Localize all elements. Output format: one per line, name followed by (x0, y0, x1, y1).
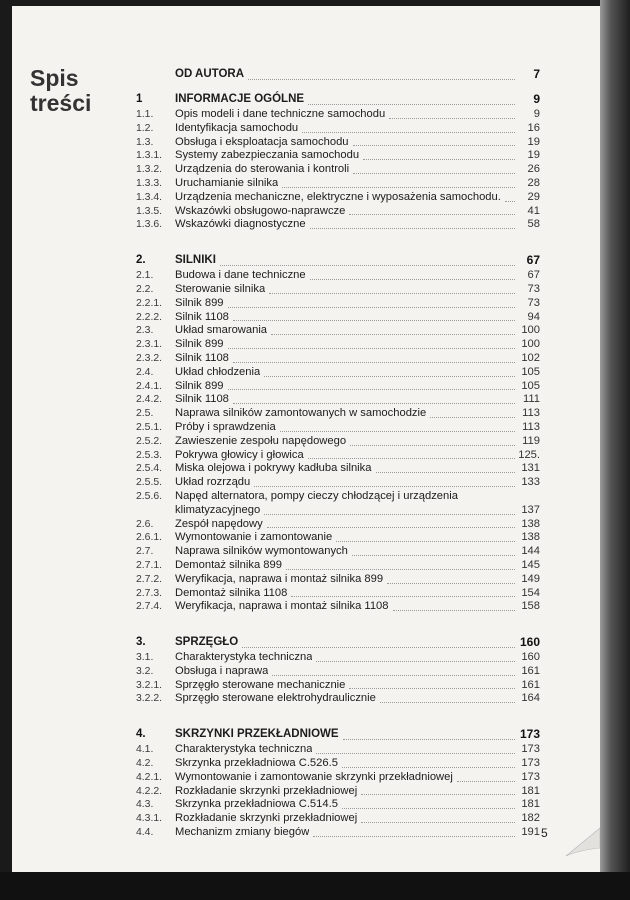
entry-page: 181 (521, 798, 540, 811)
entry-page: 149 (521, 572, 540, 585)
entry-page: 138 (521, 517, 540, 530)
entry-page: 145 (521, 558, 540, 571)
entry-title: Charakterystyka techniczna (175, 743, 313, 756)
entry-number: 2.3.1. (136, 339, 162, 351)
entry-page: 173 (521, 757, 540, 770)
entry-page: 19 (527, 135, 540, 148)
entry-number: 2.5.3. (136, 449, 162, 461)
entry-number: 2.5.2. (136, 435, 162, 447)
entry-number: 2.7.4. (136, 601, 162, 613)
toc-entry (136, 108, 540, 122)
entry-number: 2.7.1. (136, 559, 162, 571)
entry-page: 7 (533, 67, 540, 81)
page-number: 5 (541, 826, 548, 840)
entry-title: Silnik 899 (175, 296, 224, 309)
entry-number: 1.2. (136, 122, 154, 134)
dot-leader (361, 821, 515, 823)
entry-number: 2.3. (136, 325, 154, 337)
dot-leader (264, 375, 515, 377)
entry-title: Charakterystyka techniczna (175, 651, 313, 664)
entry-page: 94 (527, 310, 540, 323)
entry-page: 67 (526, 253, 540, 268)
dot-leader (310, 227, 515, 229)
entry-title: Budowa i dane techniczne (175, 269, 306, 282)
toc-entry (136, 559, 540, 573)
entry-number: 2.2.1. (136, 297, 162, 309)
entry-title: Skrzynka przekładniowa C.514.5 (175, 798, 338, 811)
entry-page: 19 (527, 149, 540, 162)
dot-leader (269, 292, 515, 294)
entry-page: 119 (522, 434, 540, 447)
dot-leader (457, 780, 515, 782)
dot-leader (264, 513, 515, 515)
entry-title: klimatyzacyjnego (175, 503, 261, 516)
entry-title: Zespół napędowy (175, 517, 263, 530)
dot-leader (233, 319, 515, 321)
entry-page: 173 (519, 727, 540, 742)
entry-number: 1.1. (136, 109, 154, 120)
entry-title: Naprawa silników wymontowanych (175, 545, 348, 558)
toc-entry (136, 692, 540, 706)
entry-number: 2.7.3. (136, 587, 162, 599)
dot-leader (389, 117, 515, 119)
contents-heading-line-1: Spis (30, 65, 79, 91)
entry-title: Układ smarowania (175, 324, 268, 337)
dot-leader (353, 144, 515, 146)
dot-leader (316, 660, 515, 662)
toc-entry (136, 311, 540, 325)
dot-leader (343, 738, 515, 740)
dot-leader (387, 582, 515, 584)
toc-entry (136, 283, 540, 297)
entry-number: 2.2.2. (136, 311, 162, 323)
entry-page: 105 (521, 379, 540, 392)
entry-page: 102 (521, 351, 540, 364)
entry-number: 2. (136, 254, 146, 267)
dot-leader (350, 444, 515, 446)
entry-page: 73 (527, 296, 540, 309)
entry-page: 160 (519, 635, 540, 650)
dot-leader (349, 213, 515, 215)
page-corner-curl (560, 820, 600, 860)
entry-title: OD AUTORA (175, 68, 244, 80)
entry-title: Weryfikacja, naprawa i montaż silnika 899 (175, 572, 384, 585)
entry-title: Naprawa silników zamontowanych w samochodzie (175, 407, 427, 420)
entry-page: 113 (522, 407, 540, 420)
toc-entry (136, 191, 540, 205)
entry-page: 164 (521, 692, 540, 705)
toc-entry (136, 518, 540, 532)
entry-page: 113 (522, 420, 540, 433)
toc-entry (136, 771, 540, 785)
entry-number: 4.2.1. (136, 771, 162, 783)
entry-title: Próby i sprawdzenia (175, 420, 276, 433)
toc-entry (136, 205, 540, 219)
dot-leader (430, 416, 515, 418)
entry-page: 160 (521, 651, 540, 664)
dot-leader (310, 278, 515, 280)
dot-leader (342, 766, 515, 768)
toc-entry (136, 785, 540, 799)
entry-page: 191 (521, 826, 540, 839)
toc-entry (136, 136, 540, 150)
dot-leader (233, 402, 515, 404)
entry-title: Wskazówki obsługowo-naprawcze (175, 204, 346, 217)
entry-number: 2.5.5. (136, 477, 162, 489)
entry-title: Urządzenia do sterowania i kontroli (175, 163, 350, 176)
entry-title: Uruchamianie silnika (175, 176, 279, 189)
entry-page: 100 (521, 338, 540, 351)
entry-title: Sterowanie silnika (175, 282, 266, 295)
entry-title: Silnik 899 (175, 379, 224, 392)
toc-entry (136, 476, 540, 490)
entry-number: 2.4. (136, 366, 154, 378)
entry-number: 4.1. (136, 744, 154, 756)
dot-leader (313, 835, 515, 837)
toc-entry (136, 504, 540, 518)
entry-title: Rozkładanie skrzynki przekładniowej (175, 812, 358, 825)
toc-entry (136, 177, 540, 191)
dot-leader (376, 471, 516, 473)
entry-number: 3.2.1. (136, 679, 162, 691)
page-edge-shadow (600, 0, 630, 900)
dot-leader (272, 674, 515, 676)
entry-number: 2.5.1. (136, 421, 162, 433)
entry-title: Demontaż silnika 1108 (175, 586, 288, 599)
dot-leader (291, 595, 515, 597)
entry-page: 111 (522, 393, 540, 406)
entry-number: 1.3.6. (136, 219, 162, 231)
entry-number: 2.6.1. (136, 532, 162, 544)
entry-number: 3.2. (136, 665, 154, 677)
dot-leader (271, 333, 515, 335)
entry-page: 9 (533, 108, 540, 120)
entry-page: 125. (518, 448, 540, 461)
toc-entry (136, 366, 540, 380)
entry-title: Skrzynka przekładniowa C.526.5 (175, 757, 338, 770)
entry-title: Sprzęgło sterowane elektrohydraulicznie (175, 692, 376, 705)
toc-entry (136, 435, 540, 449)
entry-number: 3.1. (136, 652, 154, 664)
dot-leader (316, 752, 515, 754)
toc-entry (136, 665, 540, 679)
dot-leader (349, 687, 515, 689)
entry-title: SKRZYNKI PRZEKŁADNIOWE (175, 728, 339, 741)
toc-entry (136, 407, 540, 421)
dot-leader (380, 701, 515, 703)
dot-leader (361, 793, 515, 795)
chapter-entry (136, 726, 540, 743)
entry-number: 1.3.2. (136, 164, 162, 176)
entry-title: Miska olejowa i pokrywy kadłuba silnika (175, 462, 372, 475)
toc-entry (136, 393, 540, 407)
entry-number: 2.1. (136, 270, 154, 282)
dot-leader (267, 526, 515, 528)
entry-title: Napęd alternatora, pompy cieczy chłodzącej i urządzenia (175, 489, 458, 502)
chapter-entry (136, 252, 540, 269)
dot-leader (286, 568, 515, 570)
entry-page: 144 (521, 545, 540, 558)
dot-leader (280, 430, 515, 432)
entry-title: Weryfikacja, naprawa i montaż silnika 1108 (175, 600, 389, 613)
entry-title: SPRZĘGŁO (175, 636, 239, 649)
entry-title: Obsługa i naprawa (175, 664, 269, 677)
entry-number: 2.7. (136, 546, 154, 558)
toc-entry (136, 297, 540, 311)
toc-entry (136, 798, 540, 812)
dot-leader (248, 78, 515, 80)
entry-title: Urządzenia mechaniczne, elektryczne i wyposażenia samochodu. (175, 190, 501, 203)
entry-page: 9 (533, 92, 540, 106)
dot-leader (505, 200, 515, 202)
dot-leader (363, 158, 515, 160)
toc-entry (136, 573, 540, 587)
entry-title: Demontaż silnika 899 (175, 558, 282, 571)
entry-page: 181 (521, 784, 540, 797)
entry-page: 67 (527, 269, 540, 282)
entry-number: 4.3.1. (136, 813, 162, 825)
entry-page: 173 (521, 770, 540, 783)
dot-leader (302, 131, 515, 133)
entry-title: Identyfikacja samochodu (175, 121, 299, 134)
entry-page: 58 (527, 218, 540, 231)
entry-number: 3. (136, 636, 146, 649)
dot-leader (242, 646, 515, 648)
entry-number: 1.3.5. (136, 205, 162, 217)
toc-entry (136, 324, 540, 338)
toc-entry (136, 587, 540, 601)
entry-title: Opis modeli i dane techniczne samochodu (175, 108, 386, 120)
entry-number: 2.4.2. (136, 394, 162, 406)
entry-number: 4. (136, 728, 146, 741)
entry-number: 3.2.2. (136, 693, 162, 705)
entry-page: 29 (527, 190, 540, 203)
toc-entry (136, 545, 540, 559)
contents-heading-line-2: treści (30, 90, 92, 116)
contents-heading (30, 66, 91, 116)
entry-page: 182 (521, 812, 540, 825)
entry-number: 2.4.1. (136, 380, 162, 392)
entry-page: 154 (521, 586, 540, 599)
entry-number: 4.2.2. (136, 785, 162, 797)
toc-entry (136, 269, 540, 283)
entry-title: Silnik 899 (175, 338, 224, 351)
toc-entry (136, 163, 540, 177)
dot-leader (228, 347, 515, 349)
toc-entry (136, 462, 540, 476)
entry-title: Silnik 1108 (175, 310, 229, 323)
entry-page: 161 (521, 678, 540, 691)
toc-entry (136, 149, 540, 163)
entry-title: Silnik 1108 (175, 351, 229, 364)
entry-page: 158 (521, 600, 540, 613)
table-of-contents (136, 66, 540, 840)
entry-number: 4.2. (136, 758, 154, 770)
entry-page: 28 (527, 176, 540, 189)
entry-page: 73 (527, 282, 540, 295)
dot-leader (254, 485, 515, 487)
dot-leader (336, 540, 515, 542)
toc-entry (136, 352, 540, 366)
entry-page: 138 (521, 531, 540, 544)
entry-title: Wymontowanie i zamontowanie (175, 531, 333, 544)
entry-page: 41 (527, 204, 540, 217)
entry-page: 137 (521, 503, 540, 516)
entry-number: 1 (136, 93, 143, 105)
entry-title: Układ chłodzenia (175, 365, 261, 378)
entry-page: 105 (521, 365, 540, 378)
entry-page: 100 (521, 324, 540, 337)
entry-page: 16 (527, 121, 540, 134)
toc-entry (136, 826, 540, 840)
entry-page: 173 (521, 743, 540, 756)
chapter-entry (136, 634, 540, 651)
entry-number: 2.2. (136, 283, 154, 295)
entry-number: 2.3.2. (136, 352, 162, 364)
dot-leader (393, 609, 516, 611)
toc-entry (136, 679, 540, 693)
entry-page: 26 (527, 163, 540, 176)
dot-leader (228, 388, 515, 390)
entry-page: 133 (521, 476, 540, 489)
toc-entry (136, 421, 540, 435)
dot-leader (233, 361, 515, 363)
entry-number: 4.3. (136, 799, 154, 811)
entry-number: 1.3.3. (136, 177, 162, 189)
entry-title: Rozkładanie skrzynki przekładniowej (175, 784, 358, 797)
entry-title: Silnik 1108 (175, 393, 229, 406)
entry-title: Układ rozrządu (175, 476, 251, 489)
toc-entry (136, 531, 540, 545)
toc-entry (136, 380, 540, 394)
toc-entry (136, 338, 540, 352)
dot-leader (352, 554, 515, 556)
chapter-entry (136, 66, 540, 83)
entry-page: 131 (521, 462, 540, 475)
dot-leader (228, 306, 515, 308)
entry-number: 1.3.1. (136, 150, 162, 162)
entry-title: Wymontowanie i zamontowanie skrzynki przekładniowej (175, 770, 453, 783)
entry-title: Wskazówki diagnostyczne (175, 218, 306, 231)
toc-entry (136, 600, 540, 614)
dot-leader (462, 500, 515, 501)
toc-entry (136, 449, 540, 463)
entry-number: 1.3. (136, 136, 154, 148)
dot-leader (220, 264, 515, 266)
entry-title: Obsługa i eksploatacja samochodu (175, 135, 349, 148)
toc-entry (136, 812, 540, 826)
entry-number: 2.5.4. (136, 463, 162, 475)
entry-title: INFORMACJE OGÓLNE (175, 93, 305, 105)
toc-entry (136, 743, 540, 757)
entry-number: 2.5. (136, 408, 154, 420)
toc-entry (136, 757, 540, 771)
dot-leader (308, 457, 515, 459)
entry-number: 2.7.2. (136, 573, 162, 585)
scan-bottom-border (0, 872, 630, 900)
entry-number: 2.5.6. (136, 490, 162, 502)
entry-number: 4.4. (136, 827, 154, 839)
entry-number: 2.6. (136, 518, 154, 530)
entry-page: 161 (521, 664, 540, 677)
dot-leader (353, 172, 515, 174)
toc-entry (136, 490, 540, 504)
entry-title: SILNIKI (175, 254, 216, 267)
toc-entry (136, 122, 540, 136)
toc-entry (136, 218, 540, 232)
entry-title: Zawieszenie zespołu napędowego (175, 434, 347, 447)
entry-title: Sprzęgło sterowane mechanicznie (175, 678, 346, 691)
entry-title: Mechanizm zmiany biegów (175, 826, 310, 839)
dot-leader (282, 186, 515, 188)
chapter-entry (136, 91, 540, 108)
toc-entry (136, 651, 540, 665)
dot-leader (342, 807, 515, 809)
dot-leader (308, 103, 515, 105)
entry-title: Pokrywa głowicy i głowica (175, 448, 304, 461)
entry-number: 1.3.4. (136, 191, 162, 203)
entry-title: Systemy zabezpieczania samochodu (175, 149, 360, 162)
